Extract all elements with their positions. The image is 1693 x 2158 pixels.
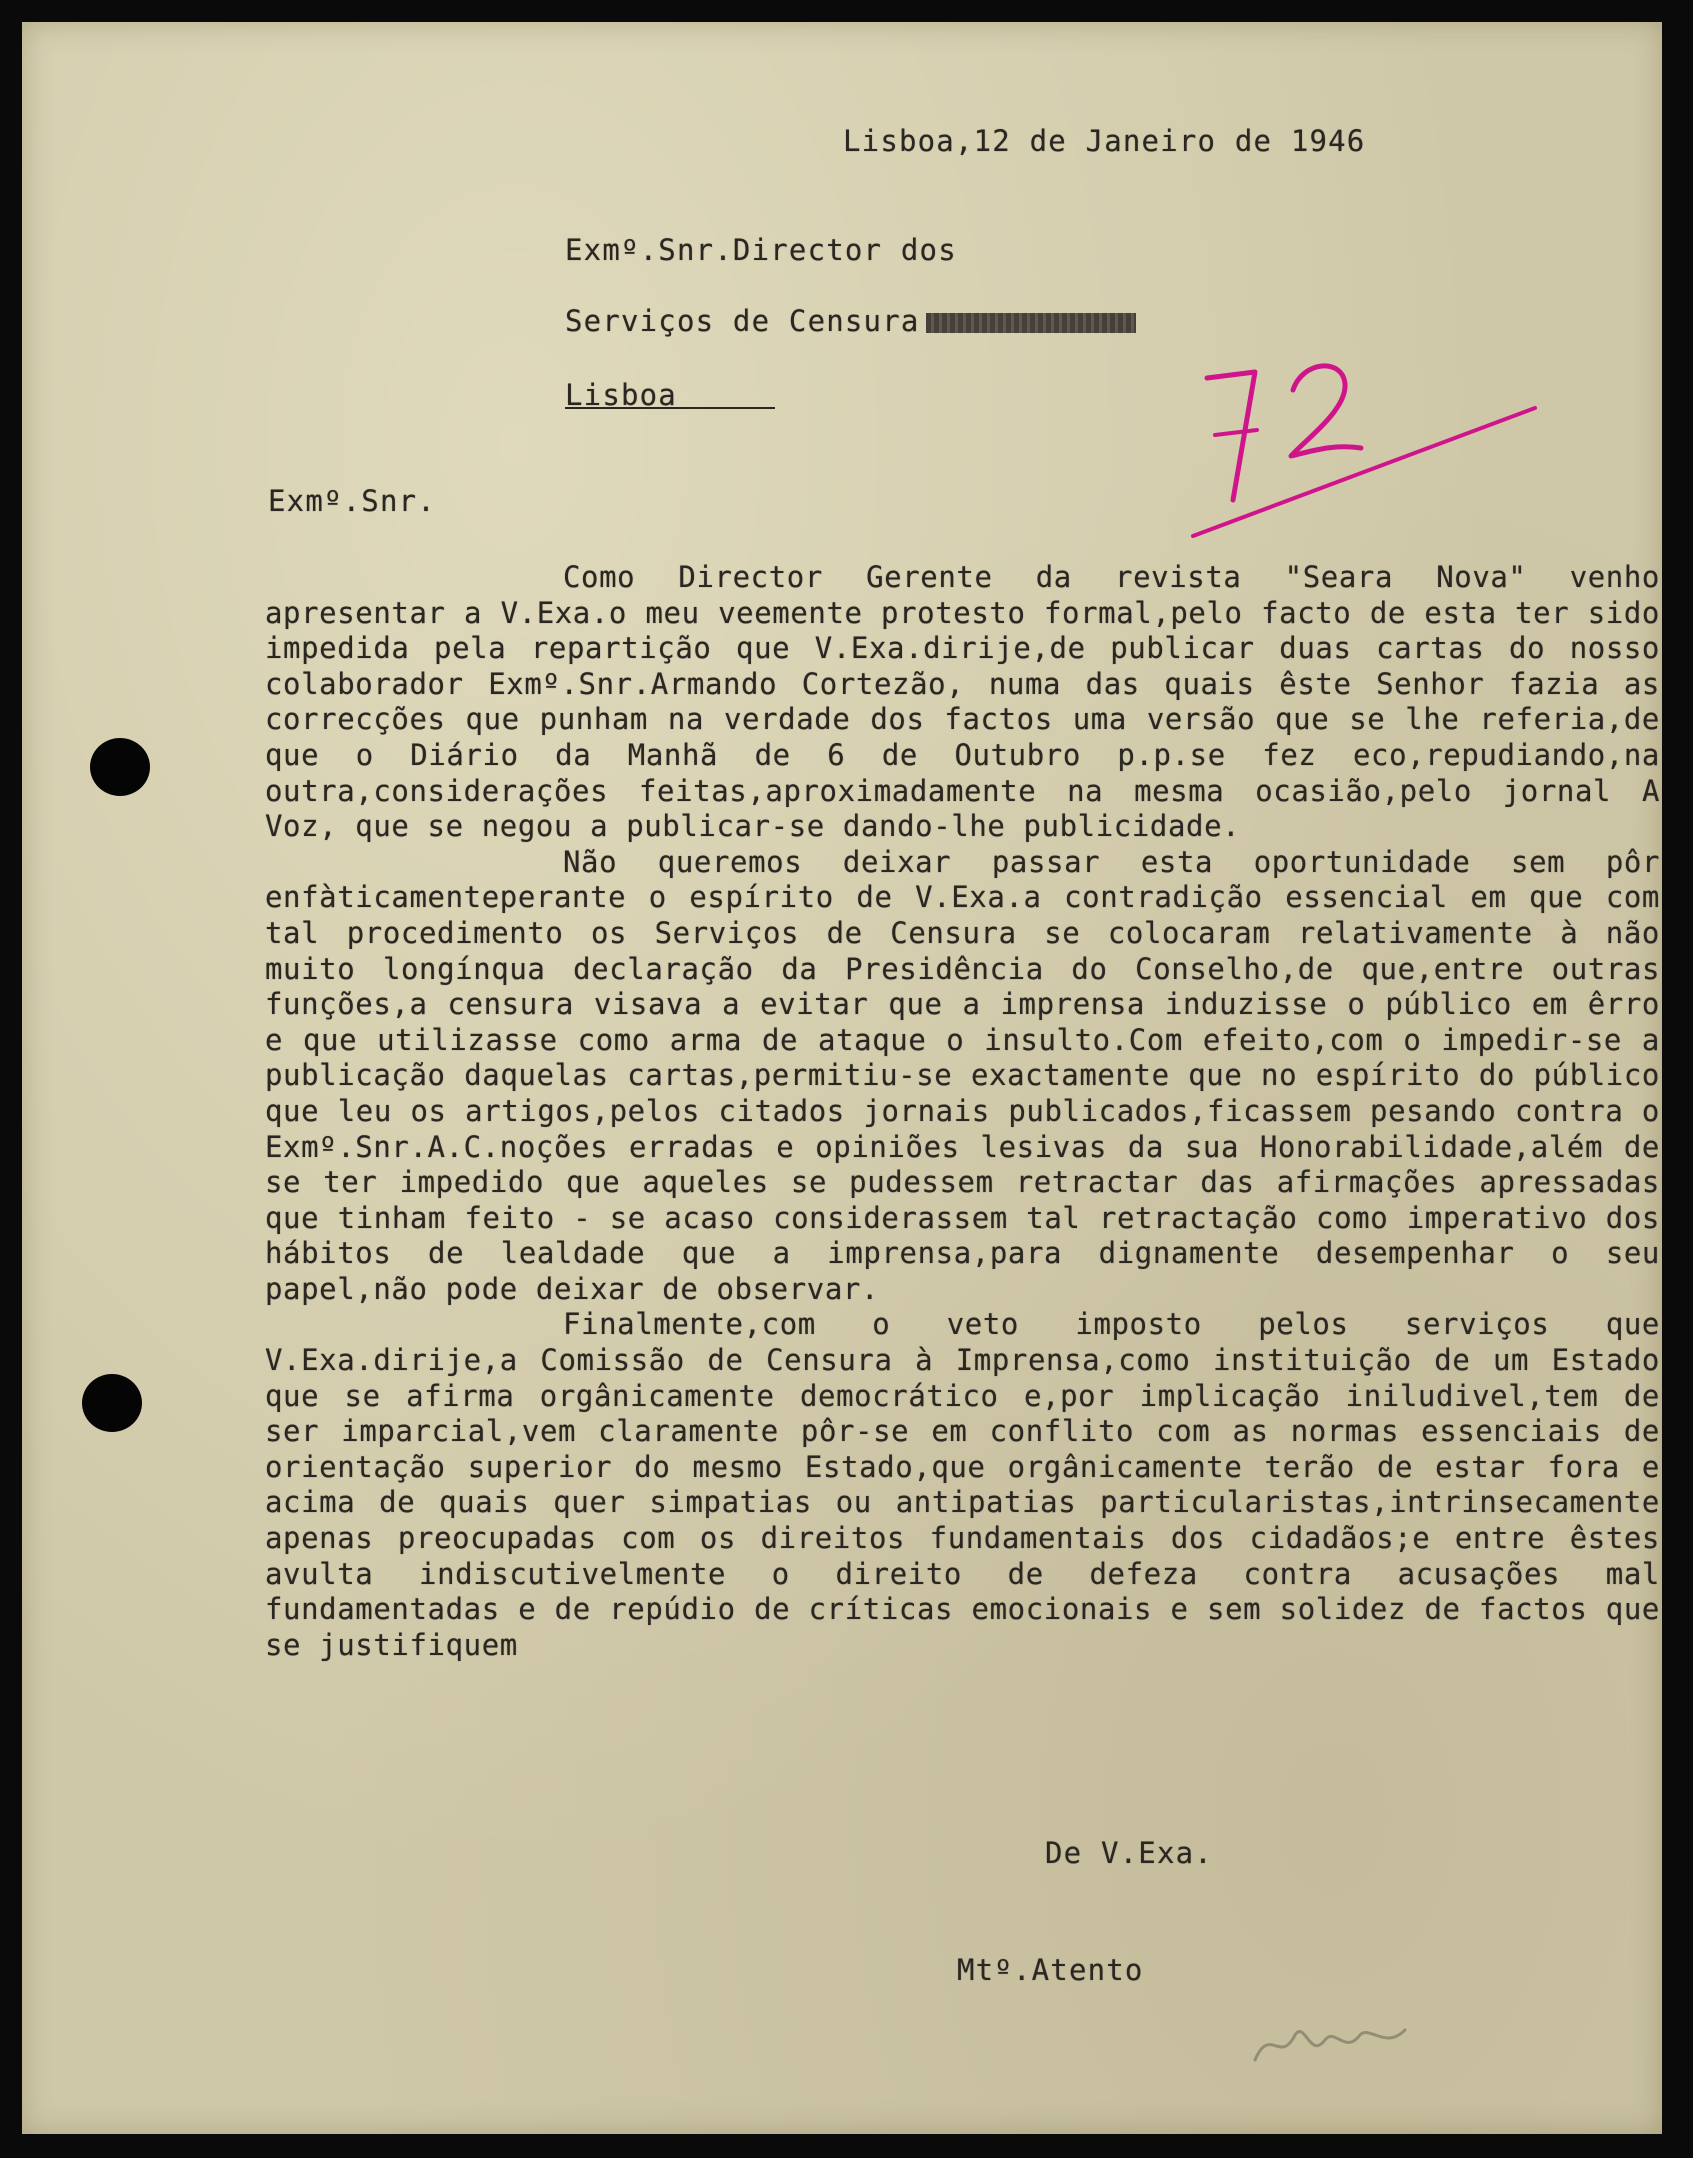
address-line-2 <box>565 304 1136 338</box>
faint-signature <box>1250 2005 1410 2075</box>
closing-line-2: Mtº.Atento <box>957 1953 1144 1987</box>
handwritten-72-annotation <box>1185 340 1565 540</box>
closing-line-1: De V.Exa. <box>1045 1836 1213 1870</box>
letter-date: Lisboa,12 de Janeiro de 1946 <box>843 124 1366 158</box>
letter-body <box>265 560 1660 1663</box>
address-underline <box>565 407 775 409</box>
paragraph-2: Não queremos deixar passar esta oportunidade sem pôr enfàticamenteperante o espírito de V.Exa.a contradição essencial em que com tal procedimento os Serviços de Censura se colocaram relativamente à não muito longínqua declaração da Presidência do Conselho,de que,entre outras funções,a censura visava a evitar que a imprensa induzisse o público em êrro e que utilizasse como arma de ataque o insulto.Com efeito,com o impedir-se a publicação daquelas cartas,permitiu-se exactamente que no espírito do público que leu os artigos,pelos citados jornais publicados,ficassem pesando contra o Exmº.Snr.A.C.noções erradas e opiniões lesivas da sua Honorabilidade,além de se ter impedido que aqueles se pudessem retractar das afirmações apressadas que tinham feito - se acaso considerassem tal retractação como imperativo dos hábitos de lealdade que a imprensa,para dignamente desempenhar o seu papel,não pode deixar de observar. <box>265 844 1660 1306</box>
salutation: Exmº.Snr. <box>268 484 436 518</box>
address-line-2-text: Serviços de Censura <box>565 304 920 338</box>
punch-hole-bottom <box>82 1374 142 1432</box>
punch-hole-top <box>90 738 150 796</box>
paragraph-1: Como Director Gerente da revista "Seara Nova" venho apresentar a V.Exa.o meu veemente protesto formal,pelo facto de esta ter sido impedida pela repartição que V.Exa.dirije,de publicar duas cartas do nosso colaborador Exmº.Snr.Armando Cortezão, numa das quais êste Senhor fazia as correcções que punham na verdade dos factos uma versão que se lhe referia,de que o Diário da Manhã de 6 de Outubro p.p.se fez eco,repudiando,na outra,considerações feitas,aproximadamente na mesma ocasião,pelo jornal A Voz, que se negou a publicar-se dando-lhe publicidade. <box>265 560 1660 844</box>
paragraph-3: Finalmente,com o veto imposto pelos serviços que V.Exa.dirije,a Comissão de Censura à Imprensa,como instituição de um Estado que se afirma orgânicamente democrático e,por implicação iniludivel,tem de ser imparcial,vem claramente pôr-se em conflito com as normas essenciais de orientação superior do mesmo Estado,que orgânicamente terão de estar fora e acima de quais quer simpatias ou antipatias particularistas,intrinsecamente apenas preocupadas com os direitos fundamentais dos cidadãos;e entre êstes avulta indiscutivelmente o direito de defeza contra acusações mal fundamentadas e de repúdio de críticas emocionais e sem solidez de factos que se justifiquem <box>265 1307 1660 1662</box>
address-line-1: Exmº.Snr.Director dos <box>565 233 957 267</box>
address-line-3: Lisboa <box>565 378 677 412</box>
redaction-mark <box>926 313 1136 333</box>
